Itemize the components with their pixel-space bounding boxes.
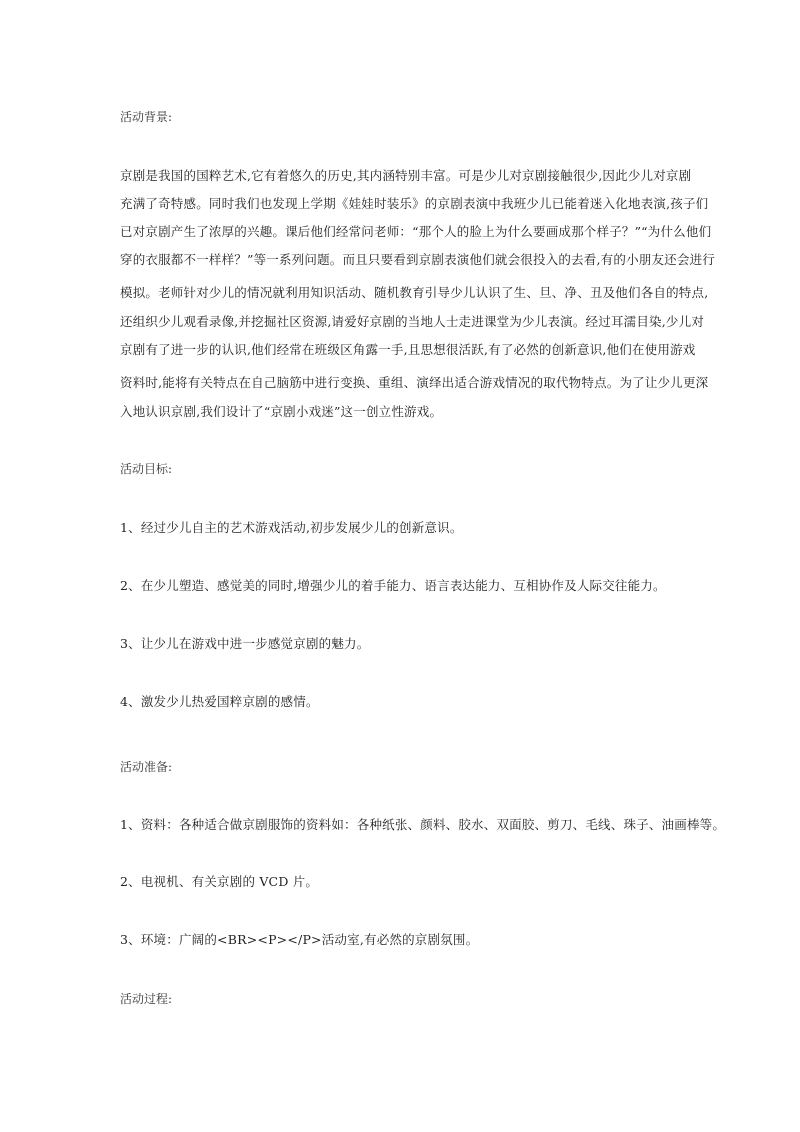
background-line-3: 已对京剧产生了浓厚的兴趣。课后他们经常问老师：“那个人的脸上为什么要画成那个样子？”“为什么他们 [120, 224, 712, 239]
background-line-6: 还组织少儿观看录像,并挖掘社区资源,请爱好京剧的当地人士走进课堂为少儿表演。经过耳濡目染,少儿对 [120, 314, 705, 329]
preparation-item-3: 3、环境：广阔的<BR><P></P>活动室,有必然的京剧氛围。 [120, 932, 479, 947]
background-line-9: 入地认识京剧,我们设计了“京剧小戏迷”这一创立性游戏。 [120, 404, 443, 419]
preparation-item-1: 1、资料：各种适合做京剧服饰的资料如：各种纸张、颜料、胶水、双面胶、剪刀、毛线、珠子、油画棒等。 [120, 817, 726, 832]
heading-process: 活动过程: [120, 992, 173, 1006]
background-line-8: 资料时,能将有关特点在自己脑筋中进行变换、重组、演绎出适合游戏情况的取代物特点。为了让少儿更深 [120, 375, 709, 390]
goal-item-3: 3、让少儿在游戏中进一步感觉京剧的魅力。 [120, 636, 370, 651]
goal-item-1: 1、经过少儿自主的艺术游戏活动,初步发展少儿的创新意识。 [120, 520, 463, 535]
goal-item-2: 2、在少儿塑造、感觉美的同时,增强少儿的着手能力、语言表达能力、互相协作及人际交往能力。 [120, 578, 666, 593]
background-line-2: 充满了奇特感。同时我们也发现上学期《娃娃时装乐》的京剧表演中我班少儿已能着迷入化地表演,孩子们 [120, 196, 709, 211]
goal-item-4: 4、激发少儿热爱国粹京剧的感情。 [120, 694, 319, 709]
heading-background: 活动背景: [120, 110, 173, 124]
background-line-1: 京剧是我国的国粹艺术,它有着悠久的历史,其内涵特别丰富。可是少儿对京剧接触很少,因此少儿对京剧 [120, 168, 692, 183]
preparation-item-2: 2、电视机、有关京剧的 VCD 片。 [120, 874, 319, 889]
background-line-7: 京剧有了进一步的认识,他们经常在班级区角露一手,且思想很活跃,有了必然的创新意识,他们在使用游戏 [120, 342, 696, 357]
background-line-5: 模拟。老师针对少儿的情况就利用知识活动、随机教育引导少儿认识了生、旦、净、丑及他们各自的特点, [120, 285, 709, 300]
background-line-4: 穿的衣服都不一样样？”等一系列问题。而且只要看到京剧表演他们就会很投入的去看,有的小朋友还会进行 [120, 252, 715, 267]
heading-preparation: 活动准备: [120, 760, 173, 774]
heading-goals: 活动目标: [120, 462, 173, 476]
